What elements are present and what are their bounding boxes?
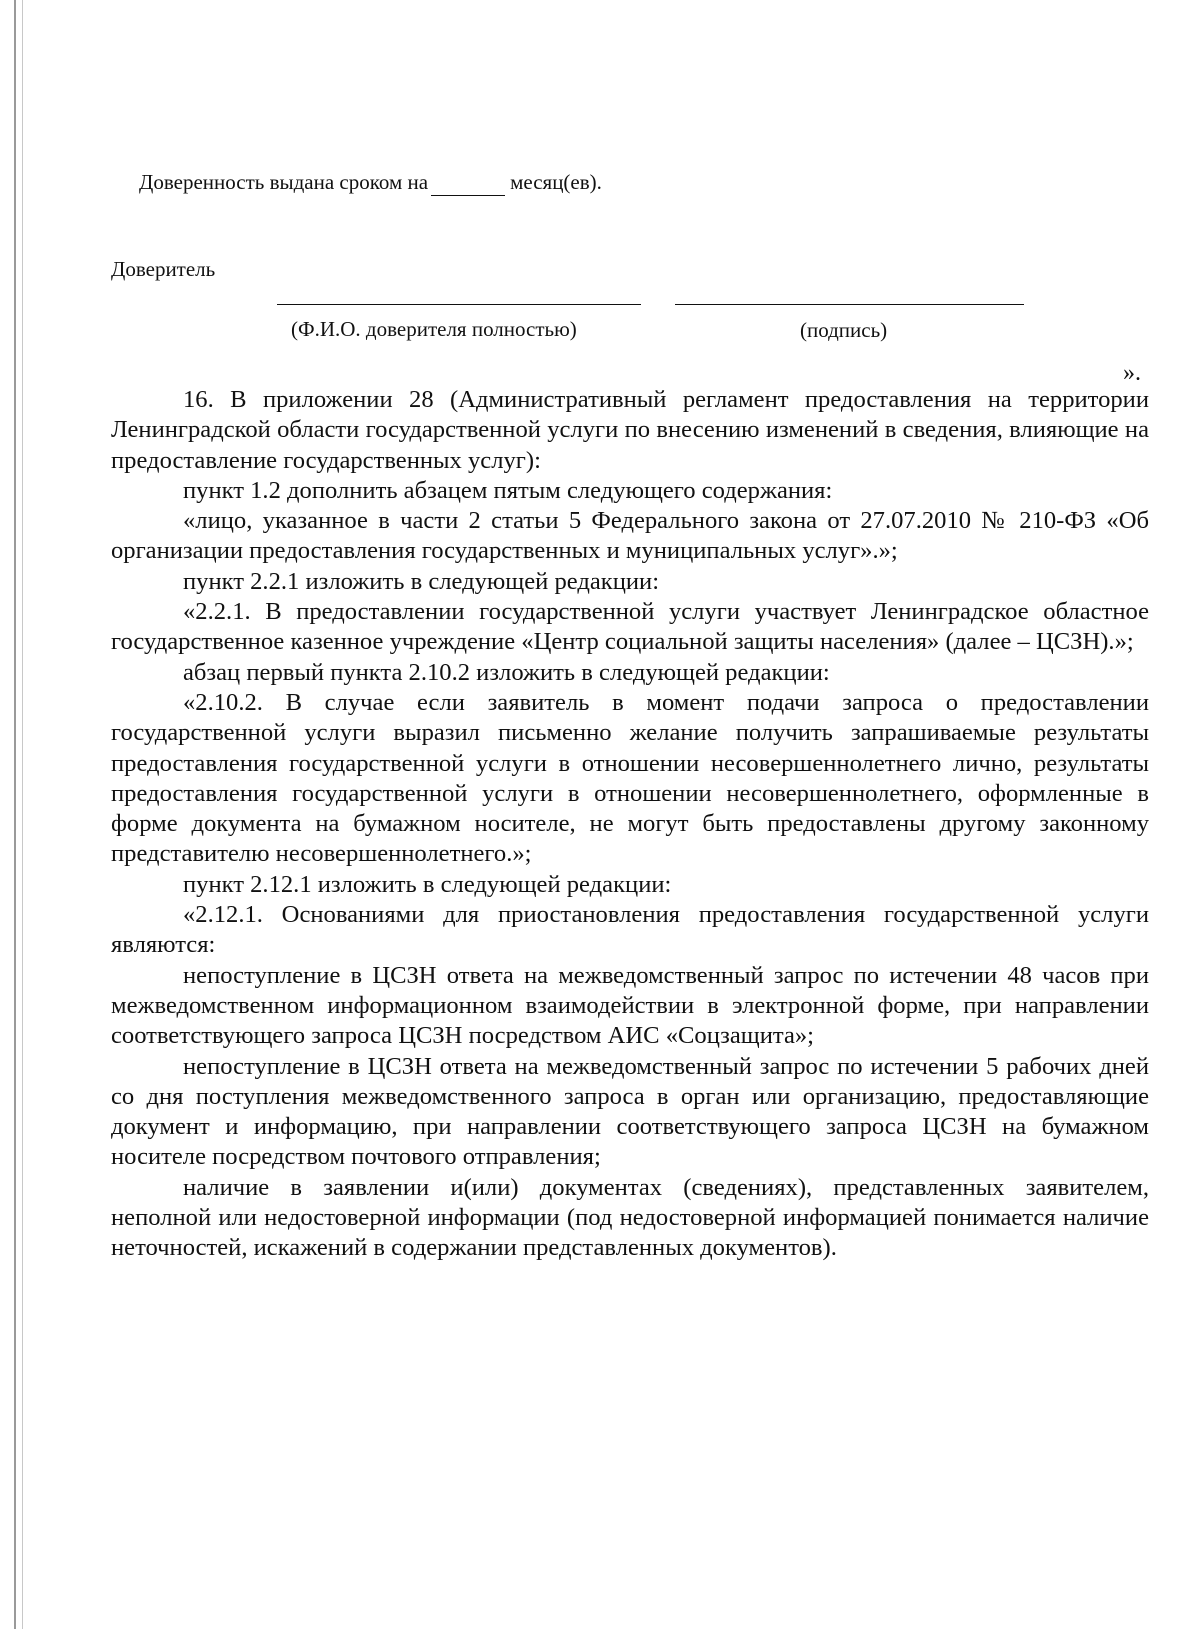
closing-quote: ». (1123, 360, 1141, 386)
caption-principal-name: (Ф.И.О. доверителя полностью) (291, 317, 577, 341)
paragraph: пункт 1.2 дополнить абзацем пятым следующего содержания: (183, 476, 833, 504)
proxy-term-suffix: месяц(ев). (510, 170, 602, 194)
document-body (111, 385, 1149, 1264)
caption-signature: (подпись) (800, 318, 888, 342)
paragraph: непоступление в ЦСЗН ответа на межведомственный запрос по истечении 5 рабочих дней со дня поступления межведомственного запроса в орган или организацию, предоставляющие документ и информацию, при направлении соответствующего запроса ЦСЗН на бумажном носителе посредством почтового отправления; (111, 1052, 1149, 1171)
proxy-term-prefix: Доверенность выдана сроком на (139, 170, 429, 194)
principal-name-line (277, 304, 641, 305)
principal-signature-line (675, 304, 1024, 305)
paragraph: наличие в заявлении и(или) документах (сведениях), представленных заявителем, неполной или недостоверной информации (под недостоверной информацией понимается наличие неточностей, искажений в содержании представленных документов). (111, 1173, 1149, 1262)
scan-edge-line (22, 0, 23, 1629)
paragraph: «2.12.1. Основаниями для приостановления предоставления государственной услуги являются: (111, 901, 1149, 959)
principal-label: Доверитель (111, 257, 216, 281)
paragraph: пункт 2.2.1 изложить в следующей редакции: (183, 567, 660, 595)
proxy-term-line (139, 170, 602, 196)
term-blank-field (431, 170, 505, 196)
paragraph: «лицо, указанное в части 2 статьи 5 Федерального закона от 27.07.2010 № 210-ФЗ «Об организации предоставления государственных и муниципальных услуг».»; (111, 507, 1149, 565)
paragraph: непоступление в ЦСЗН ответа на межведомственный запрос по истечении 48 часов при межведомственном информационном взаимодействии в электронной форме, при направлении соответствующего запроса ЦСЗН посредством АИС «Соцзащита»; (111, 961, 1149, 1050)
paragraph: абзац первый пункта 2.10.2 изложить в следующей редакции: (183, 658, 830, 686)
scan-edge-line (14, 0, 16, 1629)
paragraph: пункт 2.12.1 изложить в следующей редакции: (183, 870, 672, 898)
paragraph: 16. В приложении 28 (Административный регламент предоставления на территории Ленинградской области государственной услуги по внесению изменений в сведения, влияющие на предоставление государственных услуг): (111, 386, 1149, 474)
paragraph: «2.10.2. В случае если заявитель в момент подачи запроса о предоставлении государственной услуги выразил письменно желание получить запрашиваемые результаты предоставления государственной услуги в отношении несовершеннолетнего лично, результаты предоставления государственной услуги в отношении несовершеннолетнего, оформленные в форме документа на бумажном носителе, не могут быть предоставлены другому законному представителю несовершеннолетнего.»; (111, 688, 1149, 868)
paragraph: «2.2.1. В предоставлении государственной услуги участвует Ленинградское областное государственное казенное учреждение «Центр социальной защиты населения» (далее – ЦСЗН).»; (111, 598, 1149, 656)
